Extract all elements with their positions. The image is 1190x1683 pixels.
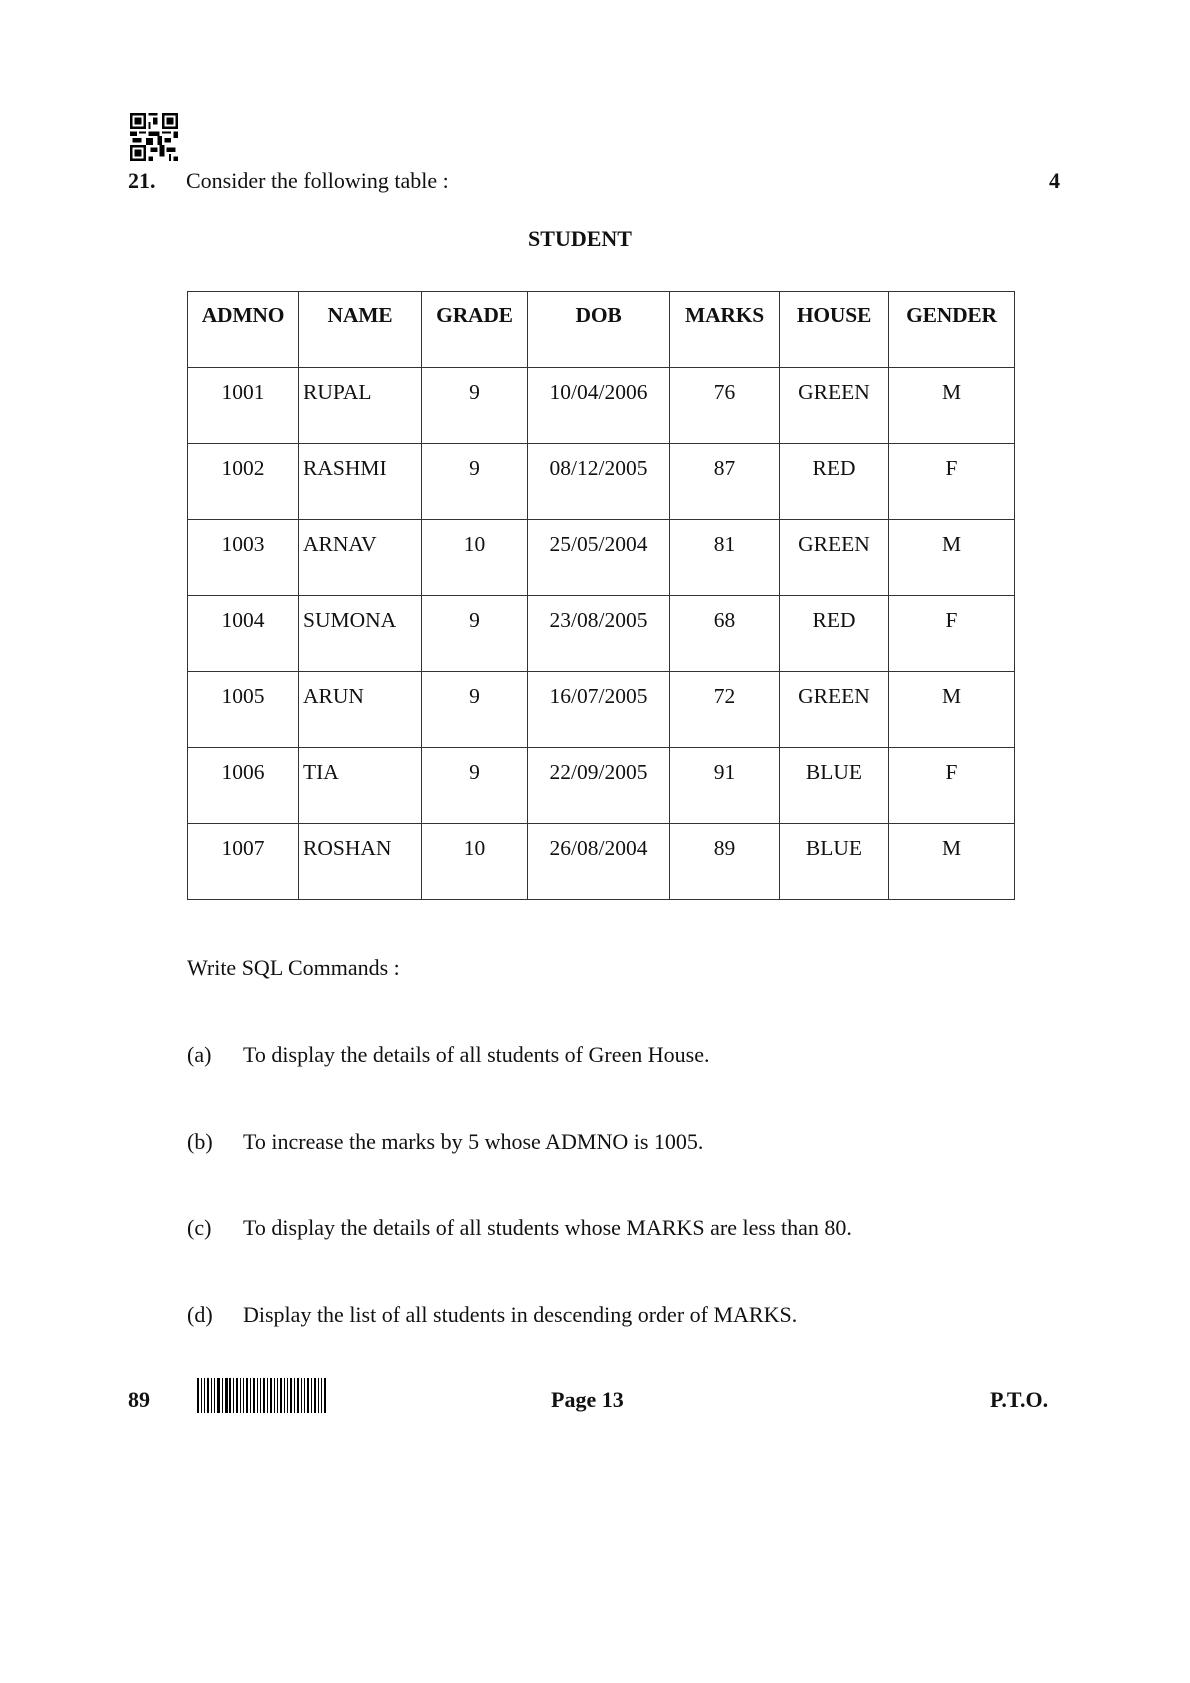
cell-dob: 26/08/2004 (528, 824, 670, 900)
cell-house: BLUE (780, 748, 889, 824)
cell-grade: 10 (422, 824, 528, 900)
cell-gender: M (889, 520, 1015, 596)
cell-name: ROSHAN (299, 824, 422, 900)
cell-house: BLUE (780, 824, 889, 900)
cell-gender: M (889, 824, 1015, 900)
column-header-admno: ADMNO (188, 292, 299, 368)
paper-code: 89 (128, 1387, 150, 1412)
table-row (188, 520, 1015, 596)
cell-marks: 89 (670, 824, 780, 900)
cell-marks: 72 (670, 672, 780, 748)
cell-house: GREEN (780, 672, 889, 748)
cell-marks: 87 (670, 444, 780, 520)
table-row (188, 596, 1015, 672)
cell-grade: 9 (422, 672, 528, 748)
part-a-label: (a) (187, 1042, 212, 1067)
part-c-text: To display the details of all students whose MARKS are less than 80. (243, 1215, 852, 1240)
cell-admno: 1002 (188, 444, 299, 520)
question-number: 21. (128, 168, 156, 193)
column-header-gender: GENDER (889, 292, 1015, 368)
instructions-intro: Write SQL Commands : (187, 955, 400, 980)
table-row (188, 368, 1015, 444)
cell-admno: 1007 (188, 824, 299, 900)
part-d-text: Display the list of all students in descending order of MARKS. (243, 1302, 798, 1327)
cell-name: TIA (299, 748, 422, 824)
part-c-label: (c) (187, 1215, 212, 1240)
cell-marks: 91 (670, 748, 780, 824)
cell-marks: 81 (670, 520, 780, 596)
qr-code-icon (130, 113, 178, 161)
please-turn-over: P.T.O. (990, 1387, 1049, 1412)
cell-dob: 16/07/2005 (528, 672, 670, 748)
cell-admno: 1006 (188, 748, 299, 824)
cell-house: RED (780, 444, 889, 520)
cell-dob: 10/04/2006 (528, 368, 670, 444)
cell-gender: F (889, 596, 1015, 672)
column-header-name: NAME (299, 292, 422, 368)
question-marks: 4 (1049, 168, 1060, 193)
cell-grade: 9 (422, 748, 528, 824)
cell-admno: 1003 (188, 520, 299, 596)
cell-name: ARNAV (299, 520, 422, 596)
column-header-marks: MARKS (670, 292, 780, 368)
part-d-label: (d) (187, 1302, 213, 1327)
column-header-grade: GRADE (422, 292, 528, 368)
table-header-row (188, 292, 1015, 368)
part-a-text: To display the details of all students of Green House. (243, 1042, 710, 1067)
cell-house: GREEN (780, 368, 889, 444)
cell-gender: F (889, 748, 1015, 824)
part-b-label: (b) (187, 1129, 213, 1154)
student-table (187, 291, 1015, 900)
table-row (188, 824, 1015, 900)
cell-grade: 9 (422, 368, 528, 444)
cell-grade: 10 (422, 520, 528, 596)
cell-gender: F (889, 444, 1015, 520)
cell-admno: 1005 (188, 672, 299, 748)
table-row (188, 748, 1015, 824)
barcode-icon (197, 1378, 327, 1413)
cell-dob: 22/09/2005 (528, 748, 670, 824)
table-title: STUDENT (528, 226, 632, 251)
cell-grade: 9 (422, 596, 528, 672)
cell-dob: 23/08/2005 (528, 596, 670, 672)
cell-name: RASHMI (299, 444, 422, 520)
cell-gender: M (889, 368, 1015, 444)
table-row (188, 444, 1015, 520)
cell-dob: 25/05/2004 (528, 520, 670, 596)
cell-name: RUPAL (299, 368, 422, 444)
cell-house: RED (780, 596, 889, 672)
cell-marks: 68 (670, 596, 780, 672)
cell-house: GREEN (780, 520, 889, 596)
cell-marks: 76 (670, 368, 780, 444)
cell-name: SUMONA (299, 596, 422, 672)
cell-gender: M (889, 672, 1015, 748)
column-header-house: HOUSE (780, 292, 889, 368)
cell-dob: 08/12/2005 (528, 444, 670, 520)
table-row (188, 672, 1015, 748)
question-text: Consider the following table : (186, 168, 449, 193)
cell-name: ARUN (299, 672, 422, 748)
cell-grade: 9 (422, 444, 528, 520)
cell-admno: 1001 (188, 368, 299, 444)
page-number: Page 13 (551, 1387, 624, 1412)
part-b-text: To increase the marks by 5 whose ADMNO is 1005. (243, 1129, 704, 1154)
column-header-dob: DOB (528, 292, 670, 368)
cell-admno: 1004 (188, 596, 299, 672)
